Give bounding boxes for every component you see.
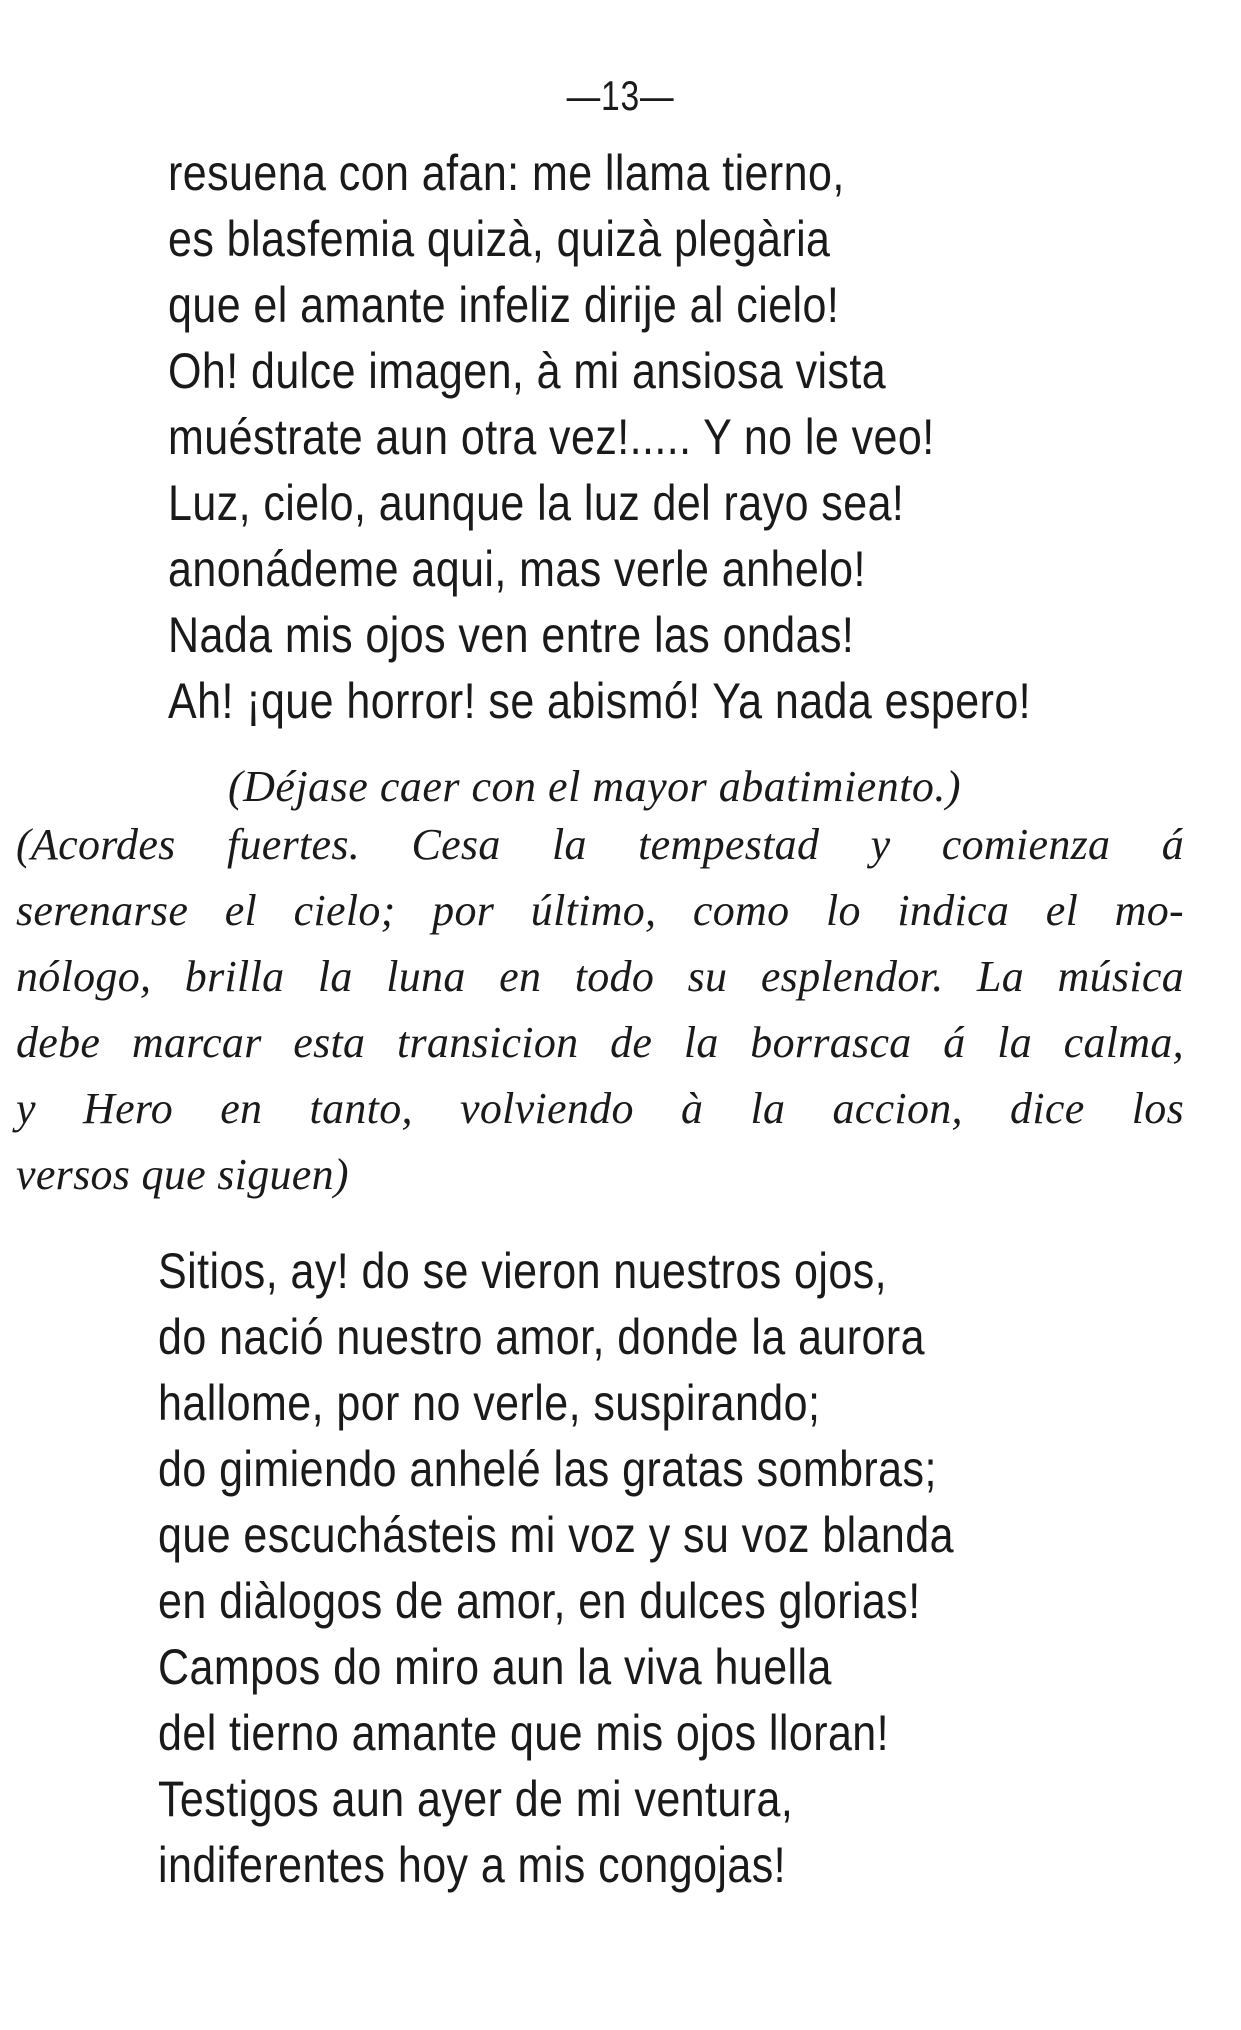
verse-line: do nació nuestro amor, donde la aurora [158, 1309, 925, 1365]
verse-line: anonádeme aqui, mas verle anhelo! [168, 541, 866, 597]
verse-line: que escuchásteis mi voz y su voz blanda [158, 1507, 954, 1563]
verse-line: Ah! ¡que horror! se abismó! Ya nada espero! [168, 673, 1032, 729]
verse-line: Testigos aun ayer de mi ventura, [158, 1771, 794, 1827]
stage-direction-line: y Hero en tanto, volviendo à la accion, dice los [16, 1084, 1184, 1133]
verse-line: indiferentes hoy a mis congojas! [158, 1837, 787, 1893]
stage-direction-line: debe marcar esta transicion de la borrasca á la calma, [16, 1018, 1184, 1067]
verse-line: Campos do miro aun la viva huella [158, 1639, 832, 1695]
verse-line: del tierno amante que mis ojos lloran! [158, 1705, 890, 1761]
page-number: —13— [566, 72, 675, 119]
stage-direction-long [16, 812, 1184, 1208]
verse-line: Sitios, ay! do se vieron nuestros ojos, [158, 1243, 888, 1299]
stage-direction-line: (Déjase caer con el mayor abatimiento.) [228, 762, 962, 811]
verse-line: es blasfemia quizà, quizà plegària [168, 211, 831, 267]
verse-line: en diàlogos de amor, en dulces glorias! [158, 1573, 921, 1629]
verse-line: Luz, cielo, aunque la luz del rayo sea! [168, 475, 905, 531]
stage-direction-line: (Acordes fuertes. Cesa la tempestad y comienza á [16, 820, 1184, 869]
verse-line: hallome, por no verle, suspirando; [158, 1375, 821, 1431]
verse-line: do gimiendo anhelé las gratas sombras; [158, 1441, 937, 1497]
stage-direction-line: serenarse el cielo; por último, como lo indica el mo- [16, 886, 1184, 935]
stage-direction-line: versos que siguen) [16, 1150, 349, 1199]
verse-block-1 [168, 140, 1168, 734]
verse-line: Nada mis ojos ven entre las ondas! [168, 607, 855, 663]
stage-direction-short [228, 754, 1188, 820]
verse-block-2 [158, 1238, 1158, 1898]
verse-line: resuena con afan: me llama tierno, [168, 145, 845, 201]
verse-line: muéstrate aun otra vez!..... Y no le veo! [168, 409, 935, 465]
verse-line: Oh! dulce imagen, à mi ansiosa vista [168, 343, 887, 399]
verse-line: que el amante infeliz dirije al cielo! [168, 277, 840, 333]
stage-direction-line: nólogo, brilla la luna en todo su esplendor. La música [16, 952, 1184, 1001]
